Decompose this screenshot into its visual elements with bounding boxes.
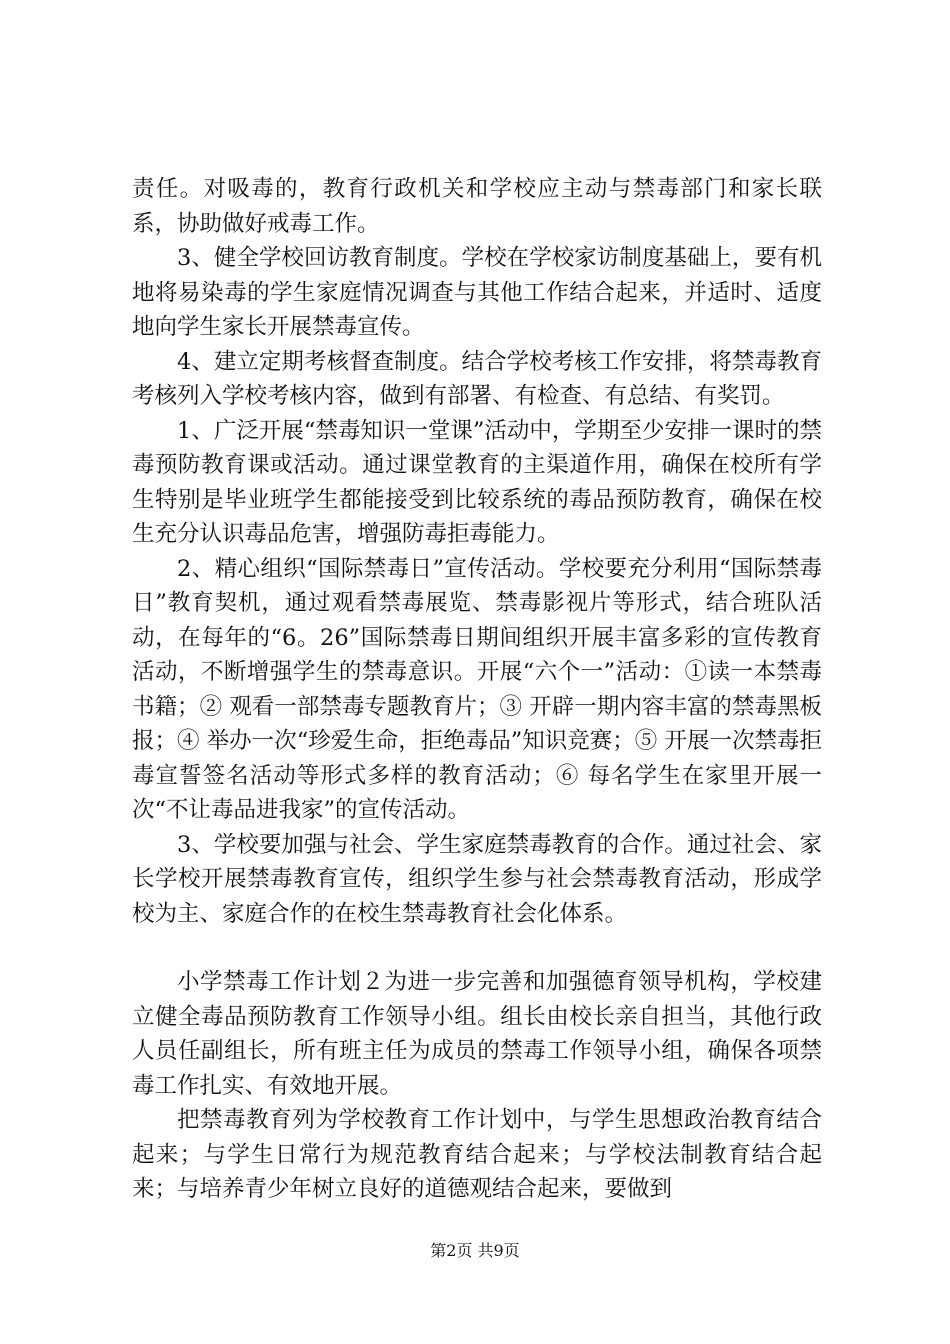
paragraph-continuation: 责任。对吸毒的，教育行政机关和学校应主动与禁毒部门和家长联系，协助做好戒毒工作。 bbox=[132, 176, 822, 237]
document-body bbox=[132, 172, 822, 1207]
paragraph-spacer bbox=[132, 931, 822, 965]
paragraph-item-2-drug-day: 2、精心组织“国际禁毒日”宣传活动。学校要充分利用“国际禁毒日”教育契机，通过观看禁毒展览、禁毒影视片等形式，结合班队活动，在每年的“6。26”国际禁毒日期间组织开展丰富多彩的宣传教育活动，不断增强学生的禁毒意识。开展“六个一”活动：①读一本禁毒书籍；② 观看一部禁毒专题教育片；③ 开辟一期内容丰富的禁毒黑板报；④ 举办一次“珍爱生命，拒绝毒品”知识竞赛；⑤ 开展一次禁毒拒毒宣誓签名活动等形式多样的教育活动；⑥ 每名学生在家里开展一次“不让毒品进我家”的宣传活动。 bbox=[132, 555, 822, 823]
page-footer: 第2页 共9页 bbox=[430, 1241, 520, 1260]
paragraph-item-1-lesson: 1、广泛开展“禁毒知识一堂课”活动中，学期至少安排一课时的禁毒预防教育课或活动。通过课堂教育的主渠道作用，确保在校所有学生特别是毕业班学生都能接受到比较系统的毒品预防教育，确保在校生充分认识毒品危害，增强防毒拒毒能力。 bbox=[132, 417, 822, 547]
paragraph-plan-2-integration: 把禁毒教育列为学校教育工作计划中，与学生思想政治教育结合起来；与学生日常行为规范教育结合起来；与学校法制教育结合起来；与培养青少年树立良好的道德观结合起来，要做到 bbox=[132, 1107, 822, 1202]
paragraph-item-3-return-visit: 3、健全学校回访教育制度。学校在学校家访制度基础上，要有机地将易染毒的学生家庭情况调查与其他工作结合起来，并适时、适度地向学生家长开展禁毒宣传。 bbox=[132, 245, 822, 340]
paragraph-item-4-assessment: 4、建立定期考核督查制度。结合学校考核工作安排，将禁毒教育考核列入学校考核内容，做到有部署、有检查、有总结、有奖罚。 bbox=[132, 348, 822, 409]
paragraph-plan-2-intro: 小学禁毒工作计划２为进一步完善和加强德育领导机构，学校建立健全毒品预防教育工作领导小组。组长由校长亲自担当，其他行政人员任副组长，所有班主任为成员的禁毒工作领导小组，确保各项禁毒工作扎实、有效地开展。 bbox=[132, 969, 822, 1099]
paragraph-item-3-cooperation: 3、学校要加强与社会、学生家庭禁毒教育的合作。通过社会、家长学校开展禁毒教育宣传，组织学生参与社会禁毒教育活动，形成学校为主、家庭合作的在校生禁毒教育社会化体系。 bbox=[132, 831, 822, 927]
